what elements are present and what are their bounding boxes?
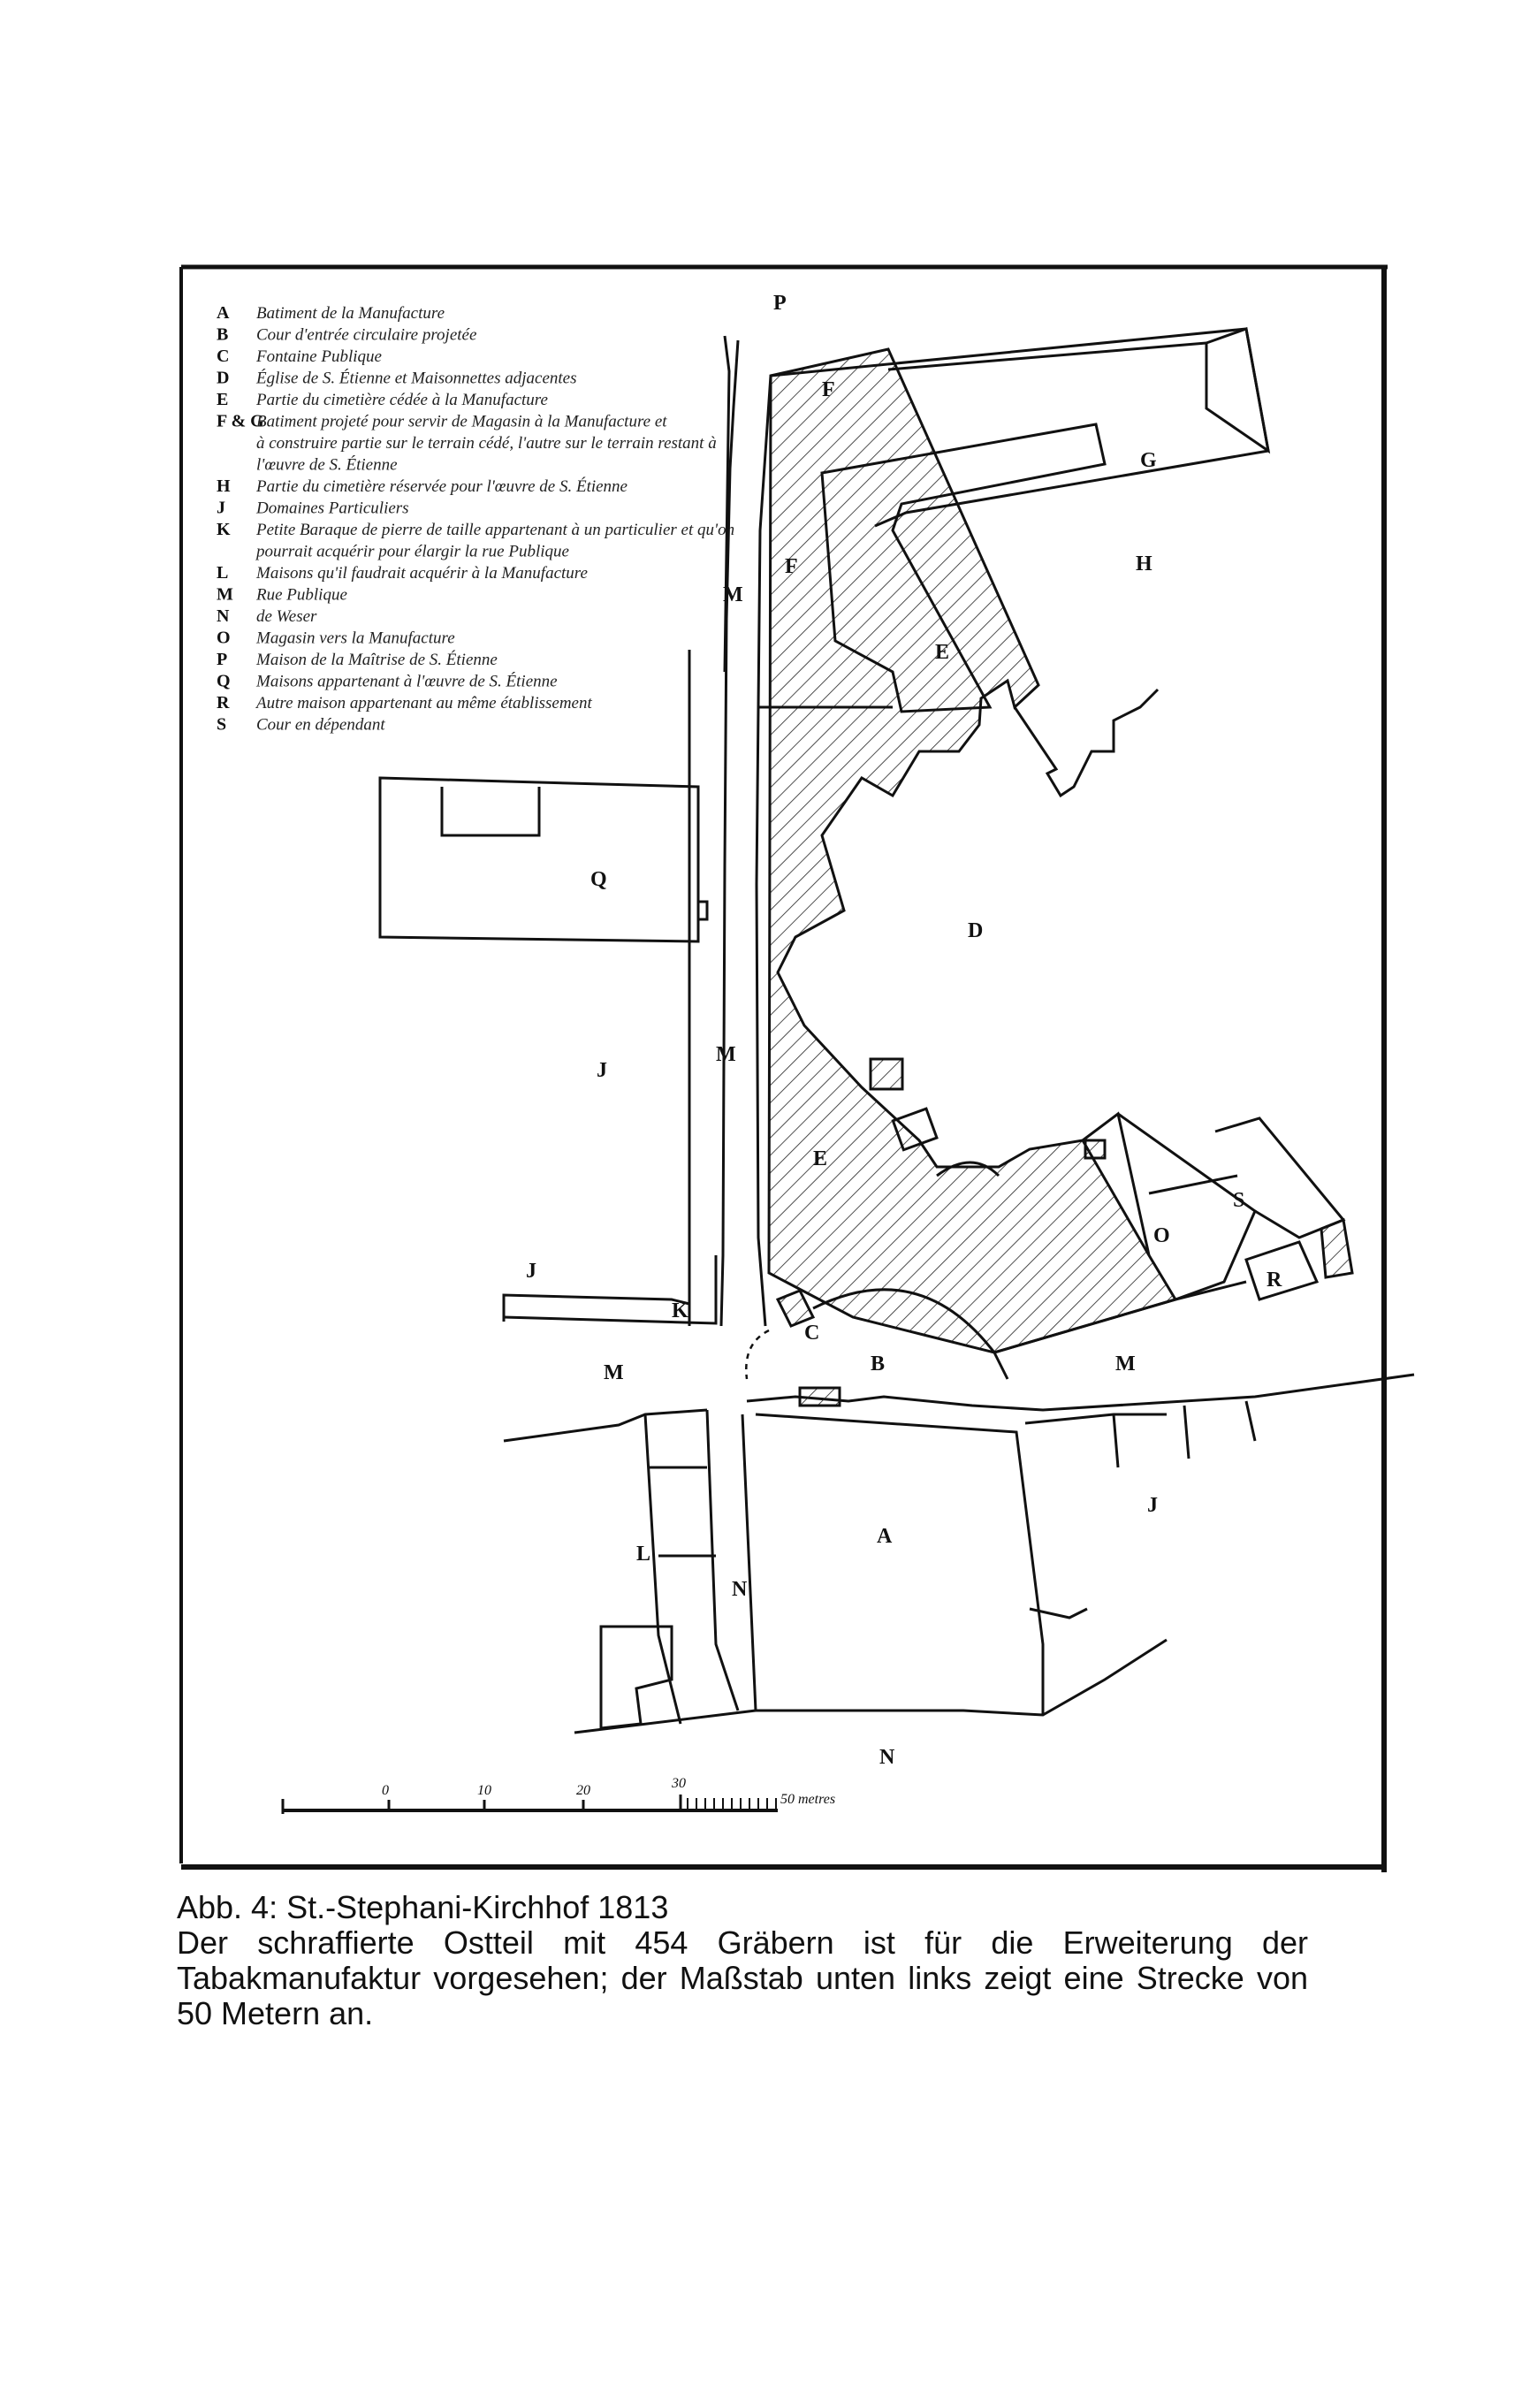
label-k: K	[672, 1299, 688, 1322]
caption-title: Abb. 4: St.-Stephani-Kirchhof 1813	[177, 1889, 669, 1925]
legend-key: K	[217, 520, 231, 539]
label-g: G	[1140, 449, 1157, 472]
legend-key: F & G	[217, 411, 264, 431]
legend-key: E	[217, 390, 229, 409]
legend-text: à construire partie sur le terrain cédé, l'autre sur le terrain restant à	[256, 434, 717, 453]
label-r: R	[1267, 1269, 1282, 1292]
label-d: D	[968, 919, 984, 942]
legend-text: Maison de la Maîtrise de S. Étienne	[256, 651, 498, 669]
label-s: S	[1233, 1189, 1245, 1212]
legend-key: B	[217, 324, 229, 345]
label-o: O	[1153, 1224, 1170, 1247]
label-n-bottom: N	[879, 1746, 895, 1769]
label-n-street: N	[732, 1578, 748, 1601]
label-m-right: M	[1115, 1353, 1136, 1375]
legend-text: Église de S. Étienne et Maisonnettes adjacentes	[256, 369, 577, 388]
legend-text: l'œuvre de S. Étienne	[256, 455, 398, 475]
legend-text: Batiment de la Manufacture	[256, 304, 445, 323]
legend-text: Maisons qu'il faudrait acquérir à la Manufacture	[256, 564, 588, 583]
label-f-top: F	[822, 378, 835, 401]
label-j-left: J	[597, 1059, 607, 1082]
scale-tick-label: 20	[576, 1783, 590, 1798]
legend-text: Partie du cimetière réservée pour l'œuvre de S. Étienne	[256, 477, 628, 496]
label-e-top: E	[935, 641, 950, 664]
legend-key: P	[217, 650, 228, 669]
legend-text: Petite Baraque de pierre de taille appartenant à un particulier et qu'on	[256, 521, 735, 539]
label-p: P	[773, 292, 787, 315]
legend-text: Magasin vers la Manufacture	[256, 629, 455, 648]
legend-text: Maisons appartenant à l'œuvre de S. Étienne	[256, 672, 558, 691]
scale-unit-label: 50 metres	[780, 1792, 836, 1807]
label-a: A	[877, 1525, 893, 1548]
hatched-ceded-area	[769, 349, 1175, 1353]
street-m-lines	[716, 340, 771, 1326]
legend-text: Rue Publique	[256, 585, 347, 605]
legend-text: Cour en dépendant	[256, 715, 385, 735]
legend-text: pourrait acquérir pour élargir la rue Publique	[256, 542, 569, 561]
label-q: Q	[590, 868, 607, 891]
legend-key: S	[217, 714, 227, 735]
plan-legend	[217, 303, 734, 735]
legend-key: H	[217, 476, 231, 496]
label-b: B	[871, 1353, 886, 1375]
figure-caption	[177, 1890, 1308, 2031]
legend-key: C	[217, 347, 230, 366]
legend-text: Cour d'entrée circulaire projetée	[256, 325, 477, 345]
scale-tick-label: 0	[382, 1783, 389, 1798]
label-j-low: J	[526, 1260, 536, 1283]
label-m-mid: M	[716, 1043, 736, 1066]
scale-tick-label: 30	[672, 1776, 686, 1791]
legend-key: M	[217, 584, 233, 605]
legend-text: Batiment projeté pour servir de Magasin à la Manufacture et	[256, 412, 667, 431]
legend-text: Partie du cimetière cédée à la Manufacture	[256, 391, 548, 409]
label-m-top: M	[723, 583, 743, 606]
scale-tick-label: 10	[477, 1783, 491, 1798]
scale-bar	[283, 1776, 835, 1814]
legend-key: Q	[217, 671, 231, 691]
label-e-bottom: E	[813, 1147, 828, 1170]
label-f: F	[785, 555, 798, 578]
caption-body: Der schraffierte Ostteil mit 454 Gräbern ist für die Erweiterung der Tabakmanufaktur vorgesehen; der Maßstab unten links zeigt eine Strecke von 50 Metern an.	[177, 1924, 1308, 2031]
legend-key: N	[217, 606, 230, 626]
legend-key: L	[217, 563, 229, 583]
scale-minor-ticks	[688, 1798, 776, 1810]
label-l: L	[636, 1543, 651, 1566]
legend-key: O	[217, 628, 231, 648]
label-j-right: J	[1147, 1494, 1158, 1517]
legend-text: de Weser	[256, 607, 317, 626]
label-h: H	[1136, 552, 1152, 575]
legend-key: D	[217, 368, 230, 388]
label-m-left: M	[604, 1361, 624, 1384]
legend-key: J	[217, 498, 225, 518]
legend-text: Domaines Particuliers	[256, 499, 409, 518]
legend-key: A	[217, 303, 230, 323]
legend-text: Fontaine Publique	[256, 347, 382, 366]
legend-text: Autre maison appartenant au même établissement	[256, 694, 592, 712]
legend-key: R	[217, 693, 230, 712]
label-c: C	[804, 1322, 820, 1345]
